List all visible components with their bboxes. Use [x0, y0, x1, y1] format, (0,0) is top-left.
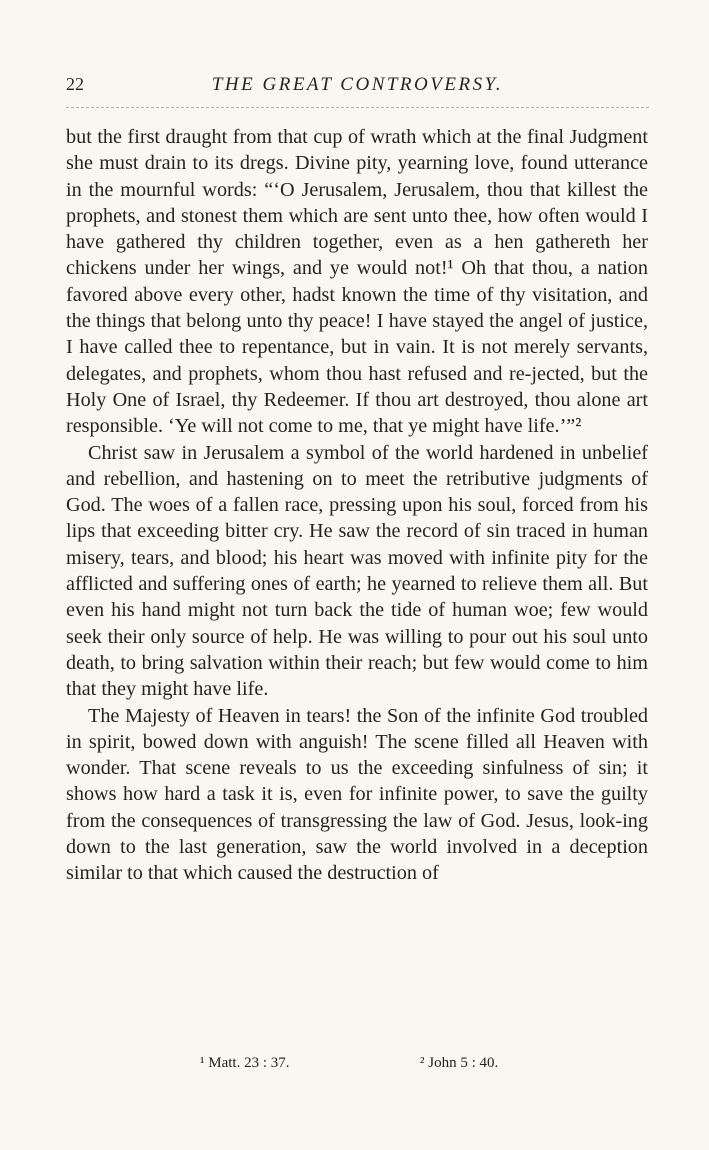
header-rule	[66, 107, 649, 108]
page-header	[66, 74, 649, 102]
body-text	[66, 124, 648, 887]
footnote-2: ² John 5 : 40.	[420, 1055, 499, 1071]
paragraph-1: but the first draught from that cup of wrath which at the final Judgment she must drain to its dregs. Divine pity, yearning love, found utterance in the mournful words: “‘O Jerusalem, Jerusalem, thou that killest the prophets, and stonest them which are sent unto thee, how often would I have gathered thy children together, even as a hen gathereth her chickens under her wings, and ye would not!¹ Oh that thou, a nation favored above every other, hadst known the time of thy visitation, and the things that belong unto thy peace! I have stayed the angel of justice, I have called thee to repentance, but in vain. It is not merely servants, delegates, and prophets, whom thou hast refused and re-jected, but the Holy One of Israel, thy Redeemer. If thou art destroyed, thou alone art responsible. ‘Ye will not come to me, that ye might have life.’”²	[66, 126, 648, 438]
paragraph-3: The Majesty of Heaven in tears! the Son of the infinite God troubled in spirit, bowed down with anguish! The scene filled all Heaven with wonder. That scene reveals to us the exceeding sinfulness of sin; it shows how hard a task it is, even for infinite power, to save the guilty from the consequences of transgressing the law of God. Jesus, look-ing down to the last generation, saw the world involved in a deception similar to that which caused the destruction of	[66, 704, 648, 885]
running-title: THE GREAT CONTROVERSY.	[211, 74, 504, 95]
footnote-1: ¹ Matt. 23 : 37.	[200, 1055, 290, 1071]
paragraph-2: Christ saw in Jerusalem a symbol of the world hardened in unbelief and rebellion, and hastening on to meet the retributive judgments of God. The woes of a fallen race, pressing upon his soul, forced from his lips that exceeding bitter cry. He saw the record of sin traced in human misery, tears, and blood; his heart was moved with infinite pity for the afflicted and suffering ones of earth; he yearned to relieve them all. But even his hand might not turn back the tide of human woe; few would seek their only source of help. He was willing to pour out his soul unto death, to bring salvation within their reach; but few would come to him that they might have life.	[66, 441, 648, 701]
page-number: 22	[66, 74, 84, 94]
